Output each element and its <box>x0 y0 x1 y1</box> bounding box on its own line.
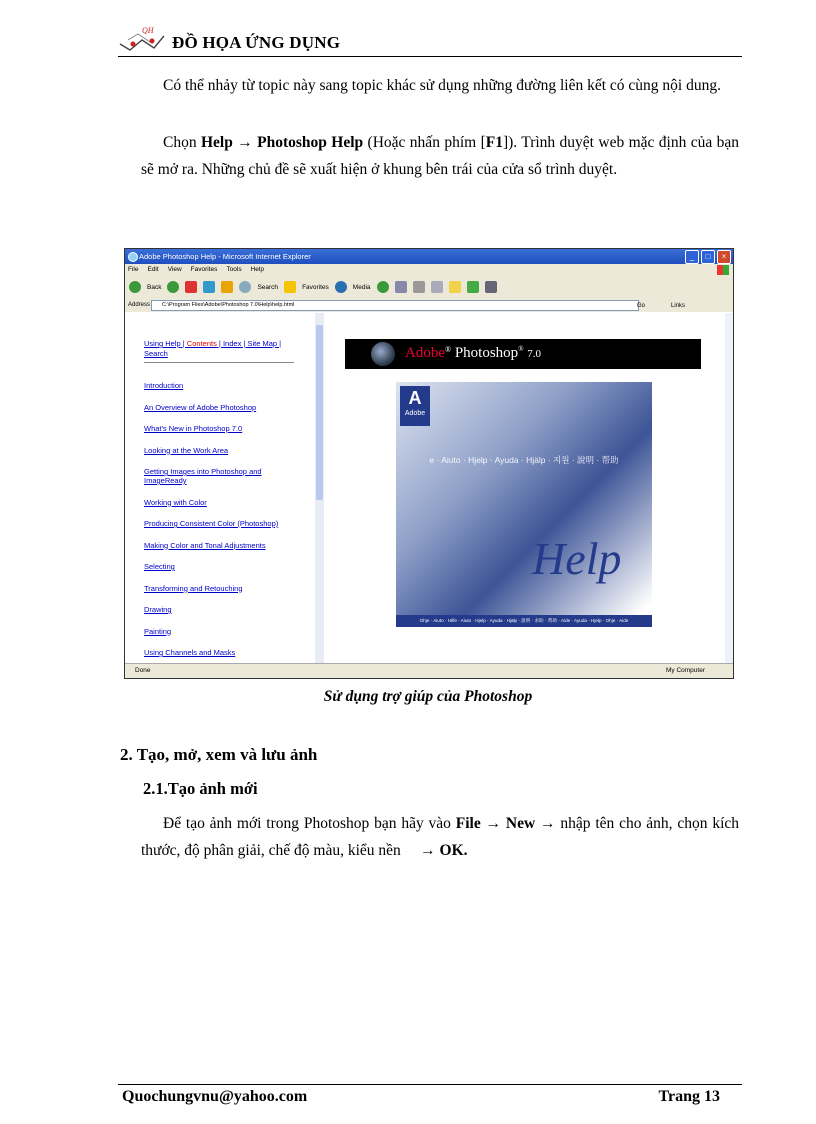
menu-favorites[interactable]: Favorites <box>190 266 218 273</box>
home-icon[interactable] <box>221 281 233 293</box>
links-button[interactable]: Links <box>671 303 686 309</box>
cover-logo-text: Adobe <box>404 410 426 417</box>
menu-photoshop-help: Photoshop Help <box>257 134 364 151</box>
page-number: Trang 13 <box>658 1088 720 1105</box>
topic-link[interactable]: Making Color and Tonal Adjustments <box>144 540 266 550</box>
menu-new: New <box>505 815 536 832</box>
favorites-icon[interactable] <box>284 281 296 293</box>
topic-list <box>144 381 304 670</box>
edit-icon[interactable] <box>431 281 443 293</box>
arrow-icon: → <box>420 842 436 859</box>
topic-link[interactable]: Working with Color <box>144 497 207 507</box>
window-titlebar <box>125 249 733 264</box>
media-icon[interactable] <box>335 281 347 293</box>
menu-file: File <box>455 815 481 832</box>
text-intro: Để tạo ảnh mới trong Photoshop bạn hãy vào <box>163 815 456 832</box>
text-chon: Chọn <box>163 134 201 151</box>
search-label[interactable]: Search <box>257 283 279 291</box>
key-f1: F1 <box>485 134 503 151</box>
topic-link[interactable]: Looking at the Work Area <box>144 445 229 455</box>
nav-sep: | <box>277 339 282 348</box>
arrow-icon: → <box>485 815 502 832</box>
cover-help-text: Help <box>532 533 622 584</box>
window-controls <box>685 250 731 264</box>
footer-email: Quochungvnu@yahoo.com <box>122 1088 308 1105</box>
go-button[interactable]: Go <box>637 303 646 309</box>
browser-toolbar <box>125 276 733 299</box>
status-done: Done <box>135 667 151 674</box>
nav-sep: | <box>180 339 187 348</box>
topic-link[interactable]: An Overview of Adobe Photoshop <box>144 402 257 412</box>
nav-sep: | <box>241 339 248 348</box>
cover-multilang: e · Aiuto · Hjelp · Ayuda · Hjälp · 지원 · 說明 · 帮助 <box>429 455 619 465</box>
help-window-screenshot <box>124 248 734 679</box>
nav-search[interactable]: Search <box>144 349 168 358</box>
photoshop-banner: Adobe® Photoshop® 7.0 <box>345 339 701 369</box>
topic-link[interactable]: What's New in Photoshop 7.0 <box>144 424 243 433</box>
topic-link[interactable]: Introduction <box>144 381 184 390</box>
paragraph-new-image <box>141 810 739 864</box>
banner-version: 7.0 <box>527 348 542 360</box>
text-options: nhập tên cho ảnh, chọn kích thước, độ phân giải, chế độ màu, kiểu nền <box>141 815 740 859</box>
help-content-pane <box>325 313 725 663</box>
back-icon[interactable] <box>129 281 141 293</box>
page-header <box>118 22 742 57</box>
history-icon[interactable] <box>377 281 389 293</box>
folder-icon[interactable] <box>449 281 461 293</box>
subsection-heading: 2.1.Tạo ảnh mới <box>143 779 258 798</box>
photoshop-eye-icon <box>371 342 395 366</box>
search-icon[interactable] <box>239 281 251 293</box>
figure-caption: Sử dụng trợ giúp của Photoshop <box>323 688 533 705</box>
header-title: ĐỒ HỌA ỨNG DỤNG <box>172 33 341 52</box>
address-label: Address <box>128 302 151 308</box>
help-contents-pane <box>125 313 318 663</box>
ie-icon <box>128 252 138 262</box>
minimize-icon[interactable]: _ <box>685 250 699 264</box>
back-label[interactable]: Back <box>147 283 162 291</box>
menu-bar <box>125 264 733 276</box>
paragraph-text: Có thể nhảy từ topic này sang topic khác sử dụng những đường liên kết có cùng nội dung. <box>163 77 721 94</box>
adobe-logo-icon: A Adobe <box>400 386 430 426</box>
close-icon[interactable]: × <box>717 250 731 264</box>
menu-help: Help <box>200 134 233 151</box>
right-scrollbar[interactable] <box>725 313 733 663</box>
svg-text:QH: QH <box>142 26 154 35</box>
menu-view[interactable]: View <box>167 266 182 273</box>
help-nav <box>144 339 294 363</box>
topic-link[interactable]: Transforming and Retouching <box>144 583 243 593</box>
nav-site-map[interactable]: Site Map <box>247 339 278 348</box>
menu-help[interactable]: Help <box>250 266 264 273</box>
refresh-icon[interactable] <box>203 281 215 293</box>
paragraph-open-help <box>141 129 739 183</box>
topic-link[interactable]: Producing Consistent Color (Photoshop) <box>144 519 279 528</box>
status-bar <box>125 663 733 678</box>
topic-link[interactable]: Getting Images into Photoshop and ImageReady <box>144 467 262 485</box>
topic-link[interactable]: Using Channels and Masks <box>144 648 236 657</box>
scroll-thumb[interactable] <box>316 325 323 500</box>
forward-icon[interactable] <box>167 281 179 293</box>
research-icon[interactable] <box>485 281 497 293</box>
maximize-icon[interactable]: □ <box>701 250 715 264</box>
cover-strip: Ohje · Aiuto · Hilfe · Aiuto · Hjelp · Ayuda · Hjälp · 說明 · 求助 · 帮助 · Aide · Ayuda · Hjelp · Ohje · Aide <box>396 615 652 627</box>
banner-adobe: Adobe <box>405 345 445 361</box>
topic-link[interactable]: Selecting <box>144 562 175 571</box>
address-input[interactable]: C:\Program Files\Adobe\Photoshop 7.0\Help\help.html <box>151 300 639 311</box>
topic-link[interactable]: Painting <box>144 626 172 636</box>
nav-using-help[interactable]: Using Help <box>144 339 181 348</box>
windows-logo-icon <box>717 265 729 275</box>
paragraph-topic-links <box>141 72 739 99</box>
status-zone: My Computer <box>665 667 705 674</box>
topic-link[interactable]: Drawing <box>144 605 172 614</box>
media-label[interactable]: Media <box>352 283 371 291</box>
nav-contents[interactable]: Contents <box>186 339 217 348</box>
arrow-icon: → <box>540 815 556 832</box>
nav-sep: | <box>216 339 223 348</box>
nav-index[interactable]: Index <box>222 339 242 348</box>
menu-tools[interactable]: Tools <box>226 266 242 273</box>
banner-product: Photoshop <box>454 345 519 361</box>
ok-text: OK. <box>439 842 468 859</box>
window-title: Adobe Photoshop Help - Microsoft Internet Explorer <box>139 252 311 261</box>
print-icon[interactable] <box>413 281 425 293</box>
page-footer <box>118 1084 742 1124</box>
text-hoac: (Hoặc nhấn phím [ <box>363 134 486 151</box>
section-heading: 2. Tạo, mở, xem và lưu ảnh <box>120 745 318 764</box>
messenger-icon[interactable] <box>467 281 479 293</box>
menu-file[interactable]: File <box>128 266 139 273</box>
mail-icon[interactable] <box>395 281 407 293</box>
address-bar <box>125 298 733 312</box>
stop-icon[interactable] <box>185 281 197 293</box>
logo-icon <box>118 24 168 54</box>
favorites-label[interactable]: Favorites <box>302 283 329 291</box>
arrow-icon: → <box>237 134 253 151</box>
help-cover-image <box>396 382 652 627</box>
left-scrollbar[interactable] <box>315 313 324 663</box>
menu-edit[interactable]: Edit <box>147 266 159 273</box>
text-browser: ]). Trình duyệt web mặc định của bạn sẽ mở ra. Những chủ đề sẽ xuất hiện ở khung bên trái của cửa sổ trình duyệt. <box>141 134 740 178</box>
